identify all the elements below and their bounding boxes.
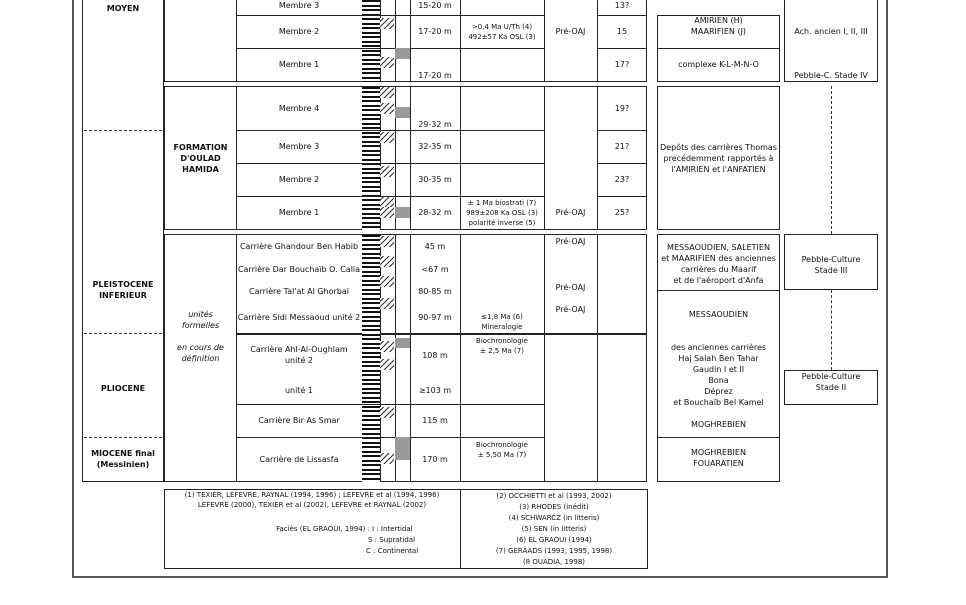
references-right: (2) OCCHIETTI et al (1993, 2002) (3) RHODES (inédit) (4) SCHWARCZ (in litteris) (5) SEN (in litteris) (6) EL GRAOUI (1994) (7) GERAADS (1993, 1995, 1998) (8 OUADIA, 1998): [495, 491, 613, 566]
boundary: [84, 437, 162, 438]
gray-marker: [395, 207, 410, 218]
divider: [657, 437, 780, 438]
thickness: 45 m: [424, 241, 446, 251]
mis-stage: 23?: [614, 175, 630, 184]
mis-stage: 25?: [614, 208, 630, 217]
unit-name: Membre 4: [278, 103, 320, 113]
thickness: 15-20 m: [418, 0, 452, 10]
thickness: 29-32 m: [418, 119, 452, 129]
divider: [657, 290, 780, 291]
culture-text: MESSAOUDIEN des anciennes carrières Haj Salah Ben Tahar Gaudin I et II Bona Déprez et Bouchaïb Bel Kamel MOGHREBIEN: [670, 309, 767, 429]
formation-label: unités formelles en cours de définition: [177, 309, 224, 363]
industry-text: Pebble-Culture Stade III: [801, 255, 861, 275]
culture-text: AMIRIEN (H) MAARIFIEN (J): [690, 16, 747, 36]
facies-hatch-mark: [380, 166, 394, 177]
facies-hatch-mark: [380, 341, 394, 352]
culture-text: MOGHREBIEN FOUARATIEN: [691, 448, 746, 468]
facies-hatch-mark: [380, 207, 394, 218]
unit-name: Carrière Ahl-Al-Oughlam unité 2: [250, 345, 348, 365]
period-label: MOYEN: [106, 3, 140, 13]
unit-name: Carrière Tal'at Al Ghorbal: [248, 286, 349, 296]
facies-hatch-mark: [380, 57, 394, 68]
unit-name: Membre 2: [278, 27, 320, 36]
oaj-label: Pré-OAJ: [555, 208, 586, 217]
facies-hatch-mark: [380, 18, 394, 29]
unit-name: Membre 3: [278, 0, 320, 10]
facies-hatch-mark: [380, 132, 394, 143]
column-divider: [380, 234, 381, 482]
unit-name: Carrière de Lissasfa: [259, 455, 339, 464]
mis-stage: 17?: [614, 60, 630, 69]
unit-name: Membre 1: [278, 208, 320, 217]
facies-hatch-mark: [380, 87, 394, 98]
formation-label: FORMATION D'OULAD HAMIDA: [173, 142, 228, 174]
period-label: PLIOCENE: [100, 383, 146, 393]
facies-hatch-mark: [380, 103, 394, 114]
date-text: ± 1 Ma biostrati (7) 989±208 Ka OSL (3) polarité inverse (5): [466, 198, 538, 227]
oaj-label: Pré-OAJ: [555, 236, 586, 246]
thickness: ≥103 m: [418, 386, 452, 395]
column-divider: [380, 0, 381, 82]
thickness: <67 m: [421, 264, 449, 274]
lithology-column: [362, 0, 380, 82]
unit-name: Membre 3: [278, 142, 320, 151]
culture-text: Depôts des carrières Thomas precédemment rapportés à l'AMIRIEN et l'ANFATIEN: [660, 142, 777, 174]
thickness: 108 m: [422, 350, 448, 360]
facies-hatch-mark: [380, 453, 394, 464]
facies-hatch-mark: [380, 256, 394, 267]
oaj-label: Pré-OAJ: [555, 304, 586, 314]
mis-stage: 19?: [614, 103, 630, 113]
facies-item: C : Continental: [366, 547, 419, 555]
culture-text: complexe K-L-M-N-O: [678, 60, 759, 69]
thickness: 28-32 m: [418, 208, 452, 217]
thickness: 90-97 m: [418, 313, 452, 322]
boundary: [84, 333, 162, 334]
thickness: 17-20 m: [418, 27, 452, 36]
oaj-label: Pré-OAJ: [555, 282, 586, 292]
unit-name: unité 1: [284, 386, 314, 395]
gray-marker: [395, 107, 410, 118]
date-text: ≤1,8 Ma (6) Mineralogie: [481, 313, 523, 331]
period-column: [82, 0, 164, 482]
thickness: 32-35 m: [418, 142, 452, 151]
thickness: 170 m: [422, 455, 448, 464]
industry-text: Pebble-C. Stade IV: [794, 70, 868, 80]
thickness: 80-85 m: [418, 286, 452, 296]
industry-text: Pebble-Culture Stade II: [801, 372, 861, 392]
lithology-column: [362, 87, 380, 230]
facies-hatch-mark: [380, 407, 394, 418]
mis-stage: 15: [616, 27, 628, 36]
facies-item: S : Supratidal: [368, 536, 416, 544]
gray-marker: [395, 437, 410, 460]
facies-hatch-mark: [380, 276, 394, 287]
thickness: 115 m: [422, 416, 448, 425]
column-divider: [597, 234, 598, 482]
period-label: MIOCENE final (Messinien): [91, 449, 155, 469]
unit-name: Carrière Sidi Messaoud unité 2: [237, 313, 361, 322]
unit-name: Carrière Ghandour Ben Habib: [239, 241, 359, 251]
facies-label: Faciès (EL GRAOUI, 1994) :: [276, 525, 370, 533]
date-text: Biochronologie ± 5,50 Ma (7): [476, 441, 528, 459]
facies-hatch-mark: [380, 298, 394, 309]
gray-marker: [395, 48, 410, 59]
gray-marker: [395, 338, 410, 348]
culture-text: MESSAOUDIEN, SALETIEN et MAARIFIEN des anciennes carrières du Maarif et de l'aéroport d'Anfa: [661, 243, 776, 285]
facies-hatch-mark: [380, 236, 394, 247]
date-text: >0,4 Ma U/Th (4) 492±57 Ka OSL (3): [468, 22, 536, 41]
oaj-label: Pré-OAJ: [555, 27, 586, 36]
facies-hatch-mark: [380, 359, 394, 370]
column-divider: [395, 0, 396, 82]
mis-stage: 13?: [614, 0, 630, 10]
references-left: (1) TEXIER, LEFEVRE, RAYNAL (1994, 1996) ; LEFEVRE et al (1994, 1996) LEFEVRE (2000), TEXIER et al (2002), LEFEVRE et RAYNAL (2002): [184, 491, 440, 509]
lithology-column: [362, 235, 380, 482]
row-divider: [544, 81, 597, 82]
mis-stage: 21?: [614, 142, 630, 151]
industry-text: Ach. ancien I, II, III: [794, 26, 868, 36]
unit-name: Carrière Bir As Smar: [258, 416, 340, 425]
unit-name: Carrière Dar Bouchaïb O. Calla: [237, 264, 361, 274]
facies-item: I : Intertidal: [372, 525, 413, 533]
unit-name: Membre 1: [278, 60, 320, 69]
boundary: [84, 130, 162, 131]
continuity-line: [831, 86, 832, 234]
period-label: PLEISTOCENE INFERIEUR: [92, 280, 154, 300]
thickness: 17-20 m: [418, 70, 452, 80]
unit-name: Membre 2: [278, 175, 320, 184]
continuity-line: [831, 290, 832, 370]
column-divider: [544, 234, 545, 482]
thickness: 30-35 m: [418, 175, 452, 184]
date-text: Biochronologie ± 2,5 Ma (7): [476, 337, 528, 355]
